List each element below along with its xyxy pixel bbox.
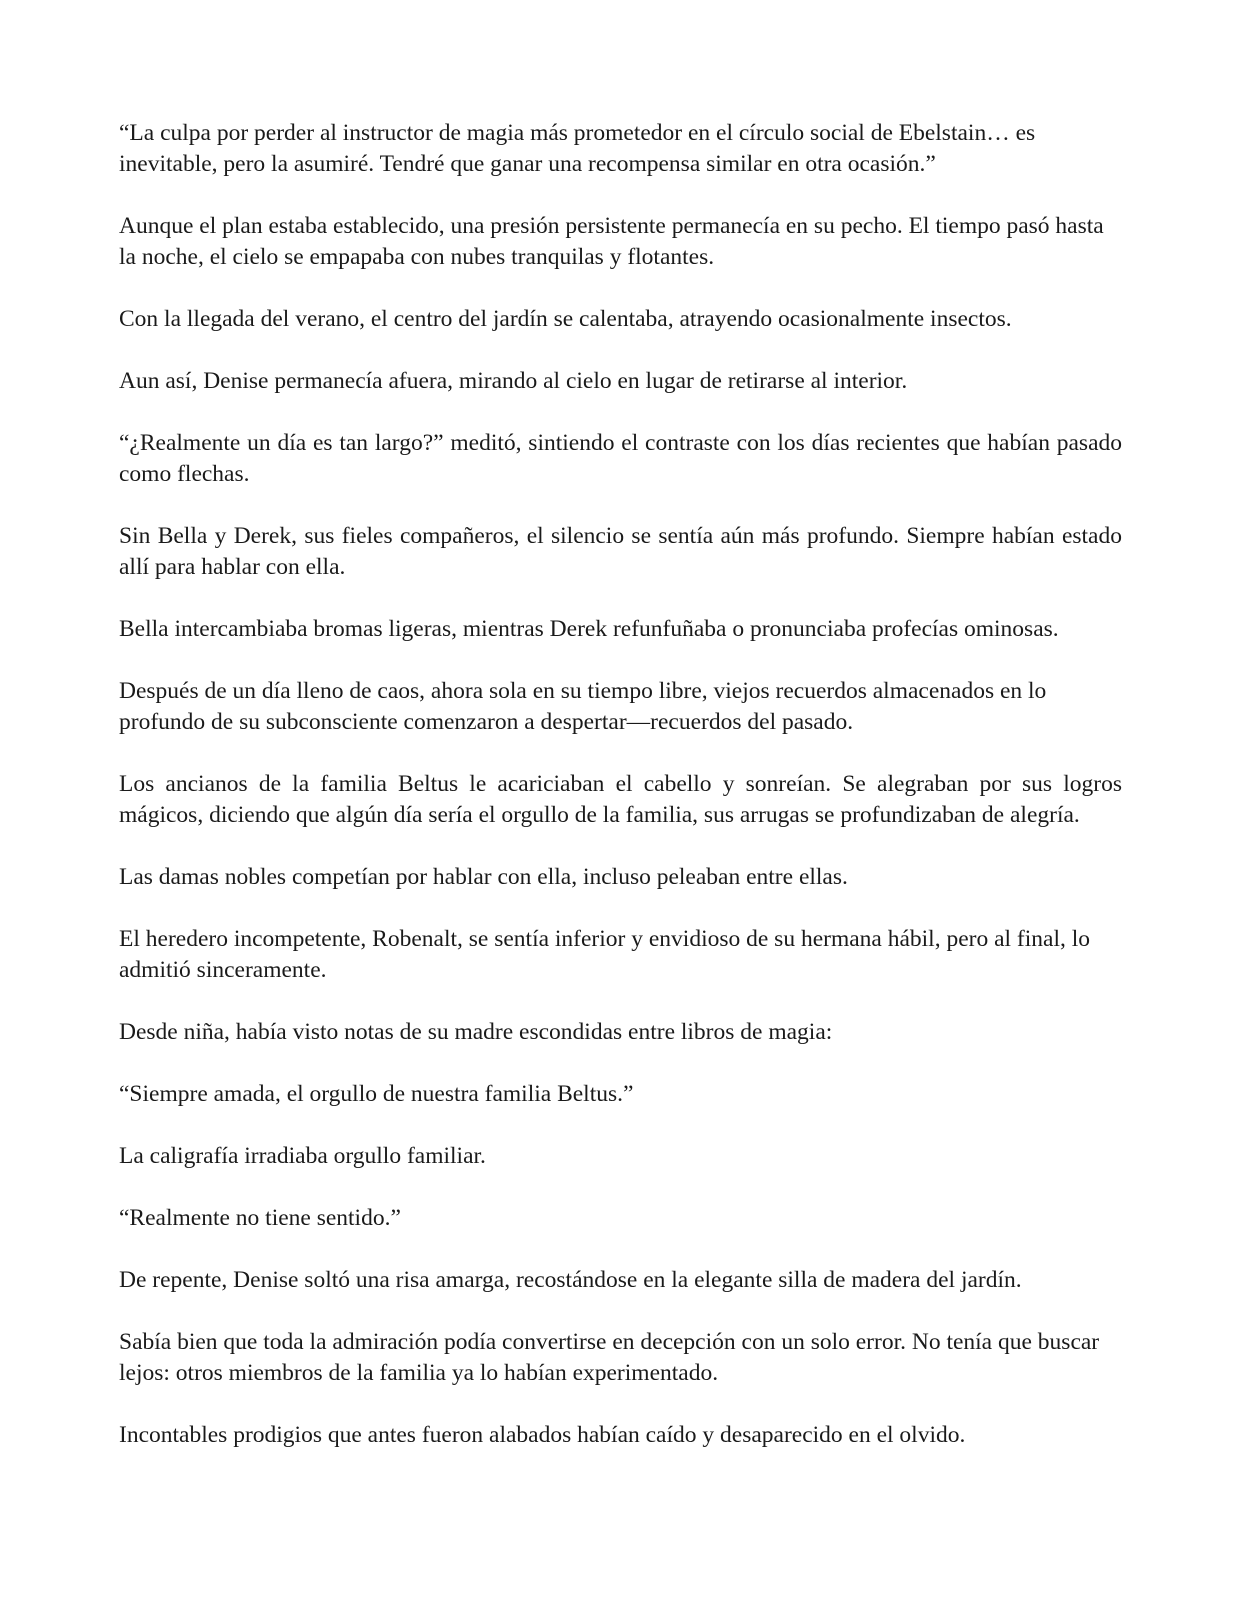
paragraph: Bella intercambiaba bromas ligeras, mientras Derek refunfuñaba o pronunciaba profecías ominosas. [119, 616, 1059, 642]
paragraph: Aunque el plan estaba establecido, una presión persistente permanecía en su pecho. El tiempo pasó hasta la noche, el cielo se empapaba con nubes tranquilas y flotantes. [119, 213, 1104, 270]
document-body [119, 118, 1122, 1451]
paragraph: El heredero incompetente, Robenalt, se sentía inferior y envidioso de su hermana hábil, pero al final, lo admitió sinceramente. [119, 926, 1091, 983]
paragraph: La caligrafía irradiaba orgullo familiar. [119, 1143, 486, 1169]
paragraph: Desde niña, había visto notas de su madre escondidas entre libros de magia: [119, 1019, 833, 1045]
paragraph: Aun así, Denise permanecía afuera, mirando al cielo en lugar de retirarse al interior. [119, 368, 908, 394]
paragraph: “Realmente no tiene sentido.” [119, 1205, 401, 1231]
paragraph: Después de un día lleno de caos, ahora sola en su tiempo libre, viejos recuerdos almacenados en lo profundo de su subconsciente comenzaron a despertar—recuerdos del pasado. [119, 678, 1047, 735]
paragraph: “La culpa por perder al instructor de magia más prometedor en el círculo social de Ebelstain… es inevitable, pero la asumiré. Tendré que ganar una recompensa similar en otra ocasión.” [119, 120, 1036, 177]
paragraph: “¿Realmente un día es tan largo?” meditó, sintiendo el contraste con los días recientes que habían pasado como flechas. [119, 430, 1122, 487]
paragraph: Con la llegada del verano, el centro del jardín se calentaba, atrayendo ocasionalmente insectos. [119, 306, 1012, 332]
paragraph: Las damas nobles competían por hablar con ella, incluso peleaban entre ellas. [119, 864, 848, 890]
paragraph: De repente, Denise soltó una risa amarga, recostándose en la elegante silla de madera del jardín. [119, 1267, 1022, 1293]
paragraph: Los ancianos de la familia Beltus le acariciaban el cabello y sonreían. Se alegraban por sus logros mágicos, diciendo que algún día sería el orgullo de la familia, sus arrugas se profundizaban de alegría. [119, 771, 1122, 828]
paragraph: Sabía bien que toda la admiración podía convertirse en decepción con un solo error. No tenía que buscar lejos: otros miembros de la familia ya lo habían experimentado. [119, 1329, 1100, 1386]
paragraph: Incontables prodigios que antes fueron alabados habían caído y desaparecido en el olvido. [119, 1422, 966, 1448]
paragraph: “Siempre amada, el orgullo de nuestra familia Beltus.” [119, 1081, 634, 1107]
paragraph: Sin Bella y Derek, sus fieles compañeros, el silencio se sentía aún más profundo. Siempre habían estado allí para hablar con ella. [119, 523, 1122, 580]
